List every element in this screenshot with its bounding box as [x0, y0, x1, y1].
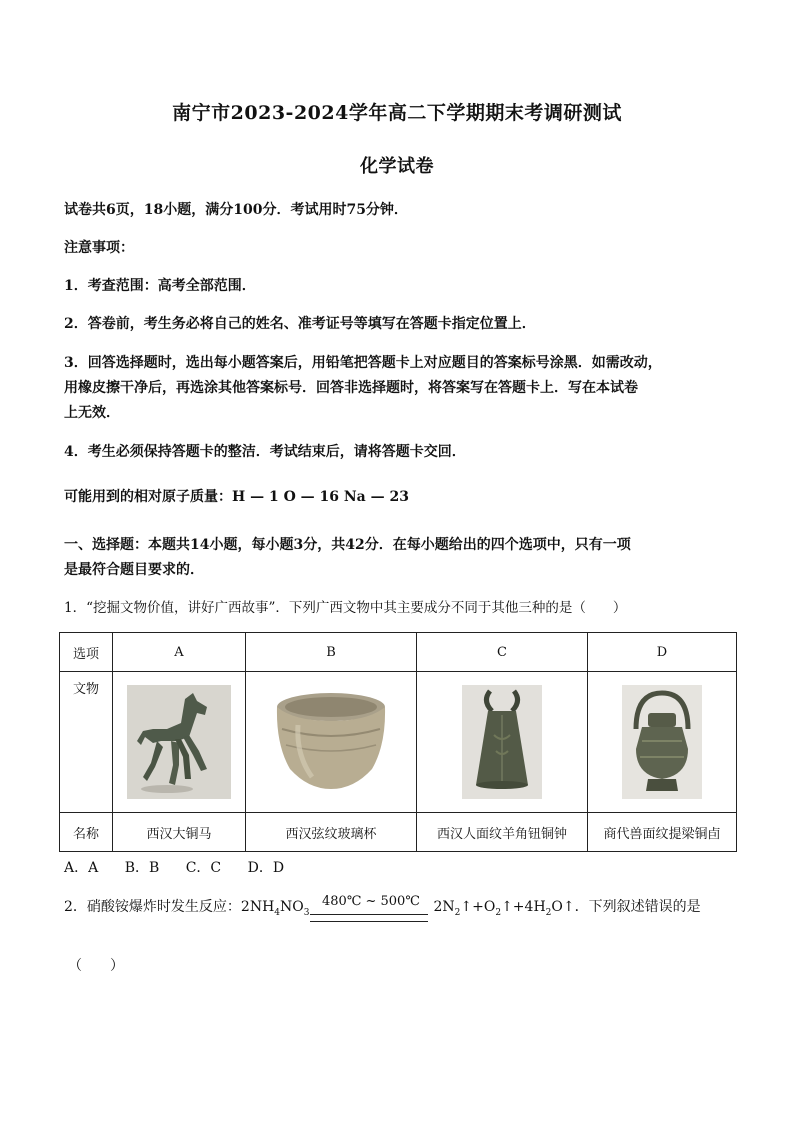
header-cell-d: D [588, 633, 737, 672]
question-2-prefix: 2．硝酸铵爆炸时发生反应：2NH [64, 899, 275, 915]
note-3-line3: 上无效． [64, 405, 120, 421]
intro-text: 试卷共6页，18小题，满分100分．考试用时75分钟． [64, 202, 408, 218]
option-b[interactable]: B．B [124, 860, 160, 876]
note-1: 1．考查范围：高考全部范围． [64, 278, 256, 294]
question-2-stem: 2．硝酸铵爆炸时发生反应：$2NH_4NO_3$ $2N_2↑+O_2↑+4H_2O↑$．下列叙述错误的是 [64, 899, 701, 918]
bronze-bell-image [417, 672, 588, 813]
note-4: 4．考生必须保持答题卡的整洁．考试结束后，请将答题卡交回． [64, 444, 466, 460]
header-cell-a: A [113, 633, 246, 672]
bronze-horse-image [113, 672, 246, 813]
section1-line1: 一、选择题：本题共14小题，每小题3分，共42分．在每小题给出的四个选项中，只有一项 [64, 537, 631, 553]
option-d[interactable]: D．D [247, 860, 285, 876]
exam-title: 南宁市2023-2024学年高二下学期期末考调研测试 [172, 102, 622, 124]
image-row-label: 文物 [60, 672, 113, 813]
note-3-line1: 3．回答选择题时，选出每小题答案后，用铅笔把答题卡上对应题目的答案标号涂黑．如需改动， [64, 355, 662, 371]
option-c[interactable]: C．C [185, 860, 222, 876]
header-cell-b: B [246, 633, 417, 672]
note-2: 2．答卷前，考生务必将自己的姓名、准考证号等填写在答题卡指定位置上． [64, 316, 536, 332]
table-image-row [60, 672, 737, 813]
name-cell-b: 西汉弦纹玻璃杯 [246, 813, 417, 852]
glass-cup-image [246, 672, 417, 813]
name-cell-c: 西汉人面纹羊角钮铜钟 [417, 813, 588, 852]
question-1-stem: 1．“挖掘文物价值，讲好广西故事”．下列广西文物中其主要成分不同于其他三种的是（ ） [64, 600, 627, 616]
question-1-options [64, 857, 306, 877]
section1-line2: 是最符合题目要求的． [64, 562, 204, 578]
name-row-label: 名称 [60, 813, 113, 852]
name-cell-a: 西汉大铜马 [113, 813, 246, 852]
question-2-paren: （ ） [68, 958, 124, 974]
table-header-row [60, 633, 737, 672]
notice-title: 注意事项： [64, 240, 134, 256]
atomic-mass-line: 可能用到的相对原子质量：H — 1 O — 16 Na — 23 [64, 489, 409, 505]
table-name-row [60, 813, 737, 852]
reaction-condition: 480℃ ~ 500℃ [322, 894, 420, 909]
name-cell-d: 商代兽面纹提梁铜卣 [588, 813, 737, 852]
header-cell-option: 选项 [60, 633, 113, 672]
option-a[interactable]: A．A [64, 860, 99, 876]
question-2-tail: ．下列叙述错误的是 [574, 899, 701, 915]
relic-table [59, 632, 737, 852]
bronze-you-vessel-image [588, 672, 737, 813]
exam-subtitle: 化学试卷 [360, 156, 434, 177]
reaction-products: 2N [433, 899, 455, 915]
note-3-line2: 用橡皮擦干净后，再选涂其他答案标号．回答非选择题时，将答案写在答题卡上．写在本试卷 [64, 380, 638, 396]
header-cell-c: C [417, 633, 588, 672]
